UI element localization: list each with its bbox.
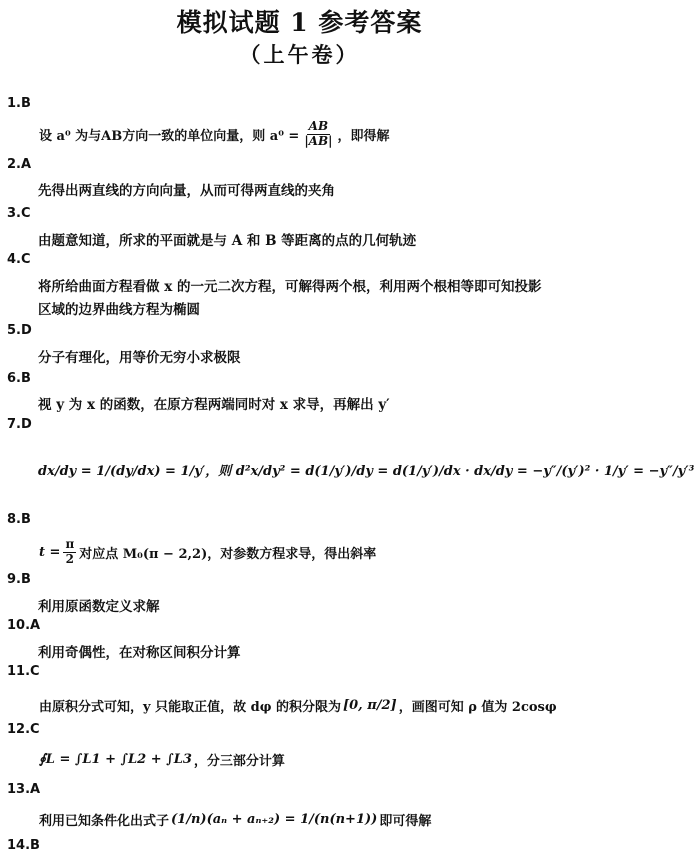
answer-number: 8.B [7,512,31,527]
answer-number: 10.A [7,618,41,633]
answer-number: 1.B [7,96,31,111]
page-title: 模拟试题 1 参考答案 [176,8,423,37]
answer-number: 12.C [7,722,40,737]
series-formula: (1/n)(aₙ + aₙ₊₂) = 1/(n(n+1)) [171,812,378,827]
answer-line: 将所给曲面方程看做 x 的一元二次方程，可解得两个根，利用两个根相等即可知投影 [38,279,542,295]
answer-line: 利用奇偶性，在对称区间积分计算 [38,645,241,661]
answer-line: 先得出两直线的方向向量，从而可得两直线的夹角 [38,183,335,199]
answer-text [38,810,432,829]
answer-line: 利用已知条件化出式子 [39,814,170,829]
formula-prefix: t = [39,544,61,560]
answer-line-tail: ，画图可知 ρ 值为 2cosφ [398,700,557,715]
answer-text [38,120,391,149]
fraction-denominator: 2 [65,551,75,566]
derivative-formula: dx/dy = 1/(dy/dx) = 1/y′，则 d²x/dy² = d(1/y′)/dy = d(1/y′)/dx · dx/dy = −y″/(y′)² · 1/y′ = −y″/y′³ [38,464,694,479]
answer-line: 对应点 M₀(π − 2,2)，对参数方程求导，得出斜率 [79,546,377,562]
page-subtitle: （上午卷） [239,42,360,67]
answer-number: 13.A [7,782,41,797]
answer-line-tail: ，分三部分计算 [193,754,285,769]
answer-line: 设 a⁰ 为与AB方向一致的单位向量，则 a⁰ = [39,128,300,144]
answer-number: 2.A [7,157,32,172]
fraction [301,120,335,149]
fraction-denominator: |AB| [304,133,333,148]
answer-number: 11.C [7,664,40,679]
answer-number: 14.B [7,838,40,853]
answer-line: 分子有理化，用等价无穷小求极限 [38,350,241,366]
answer-text [38,696,558,715]
fraction [62,538,77,567]
answer-text [38,538,377,567]
answer-line-tail: ，即得解 [337,128,390,144]
answer-number: 6.B [7,371,31,386]
fraction-numerator: AB [308,119,329,133]
answer-line: 视 y 为 x 的函数，在原方程两端同时对 x 求导，再解出 y′ [38,397,390,413]
answer-number: 3.C [7,206,31,221]
integration-bounds: [0, π/2] [342,698,397,713]
answer-number: 4.C [7,252,31,267]
fraction-numerator: π [65,537,75,551]
answer-line: 区域的边界曲线方程为椭圆 [38,302,200,318]
answer-text [38,750,286,769]
answer-line: 由原积分式可知，y 只能取正值，故 dφ 的积分限为 [39,700,341,715]
answer-number: 9.B [7,572,31,587]
answer-line: 利用原函数定义求解 [38,599,160,615]
integral-formula: ∮L = ∫L1 + ∫L2 + ∫L3 [39,752,192,767]
answer-line-tail: 即可得解 [379,814,432,829]
answer-line: 由题意知道，所求的平面就是与 A 和 B 等距离的点的几何轨迹 [38,233,417,249]
answer-number: 7.D [7,417,32,432]
answer-number: 5.D [7,323,32,338]
